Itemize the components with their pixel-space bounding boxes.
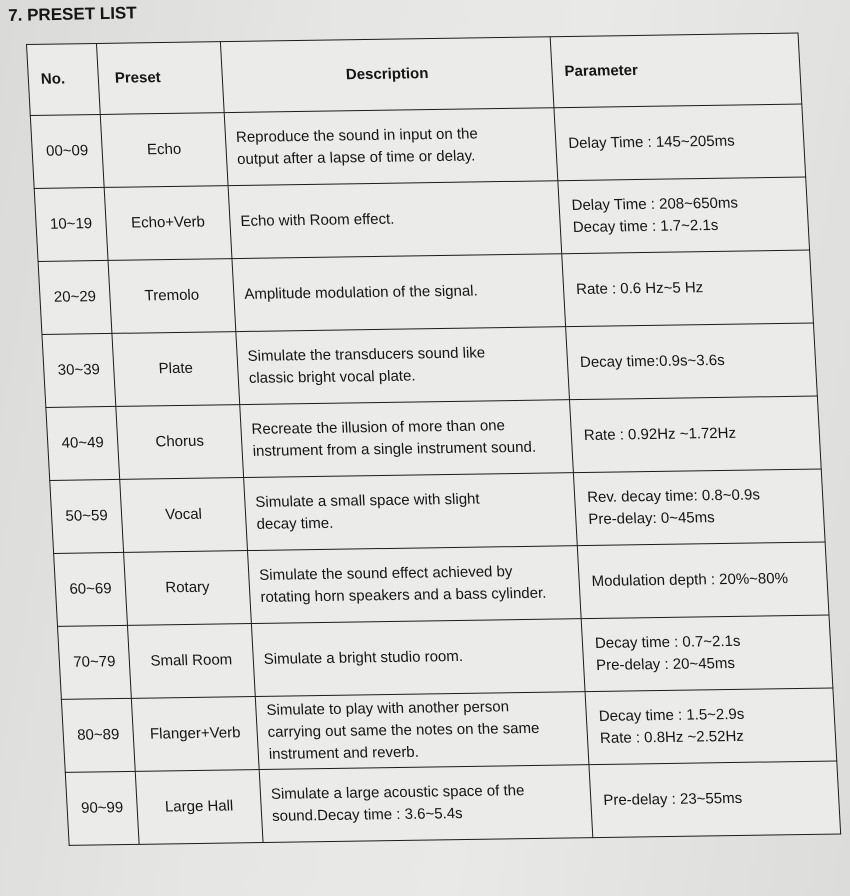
table-row <box>61 688 836 772</box>
preset-description <box>224 108 558 186</box>
parameter-line: Pre-delay : 23~55ms <box>602 789 743 809</box>
preset-name: Plate <box>112 332 240 407</box>
table-row <box>46 396 821 480</box>
preset-number: 60~69 <box>54 552 128 626</box>
table-row <box>38 250 813 334</box>
description-line: instrument from a single instrument sound. <box>252 438 537 460</box>
preset-number: 20~29 <box>38 260 112 334</box>
header-no: No. <box>27 43 101 115</box>
description-line: Echo with Room effect. <box>240 210 395 230</box>
description-line: carrying out same the notes on the same <box>267 719 540 741</box>
parameter-line: Decay time:0.9s~3.6s <box>579 351 726 371</box>
preset-name: Flanger+Verb <box>131 697 259 772</box>
description-line: output after a lapse of time or delay. <box>236 147 476 168</box>
preset-parameter <box>569 396 821 473</box>
preset-name: Large Hall <box>135 770 263 845</box>
parameter-line: Pre-delay: 0~45ms <box>587 509 716 528</box>
preset-description <box>228 181 562 259</box>
table-row <box>58 615 833 699</box>
preset-parameter <box>581 615 833 692</box>
preset-name: Echo <box>100 113 228 188</box>
preset-parameter <box>585 688 837 765</box>
preset-number: 80~89 <box>61 698 135 772</box>
preset-description <box>247 546 581 624</box>
preset-table-container <box>26 33 840 846</box>
preset-number: 00~09 <box>30 114 104 188</box>
preset-name: Chorus <box>116 405 244 480</box>
preset-number: 70~79 <box>58 625 132 699</box>
description-line: Simulate a bright studio room. <box>263 647 464 668</box>
preset-name: Vocal <box>120 478 248 553</box>
preset-parameter <box>562 250 814 327</box>
preset-parameter <box>589 761 841 838</box>
description-line: Simulate a small space with slight <box>254 490 480 511</box>
preset-table <box>26 33 841 846</box>
description-line: Simulate a large acoustic space of the <box>270 782 525 803</box>
parameter-line: Decay time : 1.5~2.9s <box>598 705 745 725</box>
parameter-line: Decay time : 0.7~2.1s <box>594 632 741 652</box>
description-line: classic bright vocal plate. <box>248 367 416 387</box>
parameter-line: Rev. decay time: 0.8~0.9s <box>586 486 761 506</box>
table-row <box>30 104 805 188</box>
description-line: instrument and reverb. <box>268 743 420 763</box>
preset-parameter <box>566 323 818 400</box>
description-line: Simulate to play with another person <box>266 698 510 719</box>
parameter-line: Modulation depth : 20%~80% <box>591 570 789 590</box>
parameter-line: Rate : 0.92Hz ~1.72Hz <box>583 424 737 444</box>
preset-parameter <box>554 104 806 181</box>
table-header <box>27 33 802 115</box>
preset-parameter <box>577 542 829 619</box>
table-row <box>65 761 840 845</box>
parameter-line: Rate : 0.8Hz ~2.52Hz <box>599 727 745 747</box>
preset-description <box>236 327 570 405</box>
preset-name: Tremolo <box>108 259 236 334</box>
preset-name: Echo+Verb <box>104 186 232 261</box>
parameter-line: Delay Time : 208~650ms <box>571 194 739 215</box>
preset-number: 10~19 <box>34 187 108 261</box>
parameter-line: Delay Time : 145~205ms <box>567 132 736 153</box>
header-preset: Preset <box>96 42 224 115</box>
description-line: Simulate the sound effect achieved by <box>258 563 513 584</box>
preset-parameter <box>573 469 825 546</box>
preset-description <box>251 619 585 697</box>
description-line: decay time. <box>256 514 334 533</box>
description-line: Recreate the illusion of more than one <box>251 417 506 438</box>
parameter-line: Rate : 0.6 Hz~5 Hz <box>575 279 704 299</box>
table-row <box>54 542 829 626</box>
header-description: Description <box>220 37 554 113</box>
preset-description <box>232 254 566 332</box>
description-line: sound.Decay time : 3.6~5.4s <box>271 805 464 825</box>
header-parameter: Parameter <box>550 33 802 108</box>
table-body <box>30 104 840 845</box>
parameter-line: Pre-delay : 20~45ms <box>595 654 736 674</box>
preset-number: 50~59 <box>50 479 124 553</box>
description-line: rotating horn speakers and a bass cylinder. <box>260 584 547 606</box>
preset-description <box>255 692 589 770</box>
description-line: Amplitude modulation of the signal. <box>243 282 479 303</box>
description-line: Reproduce the sound in input on the <box>235 125 479 146</box>
description-line: Simulate the transducers sound like <box>247 344 486 365</box>
preset-name: Small Room <box>127 624 255 699</box>
preset-name: Rotary <box>124 551 252 626</box>
preset-number: 90~99 <box>65 771 139 845</box>
parameter-line: Decay time : 1.7~2.1s <box>572 216 719 237</box>
table-row <box>42 323 817 407</box>
table-row <box>50 469 825 553</box>
section-title: 7. PRESET LIST <box>8 3 137 25</box>
preset-description <box>259 765 593 843</box>
preset-description <box>244 473 578 551</box>
preset-number: 40~49 <box>46 406 120 480</box>
header-row <box>27 33 802 115</box>
preset-parameter <box>558 177 810 254</box>
table-row <box>34 177 809 261</box>
preset-description <box>240 400 574 478</box>
preset-number: 30~39 <box>42 333 116 407</box>
